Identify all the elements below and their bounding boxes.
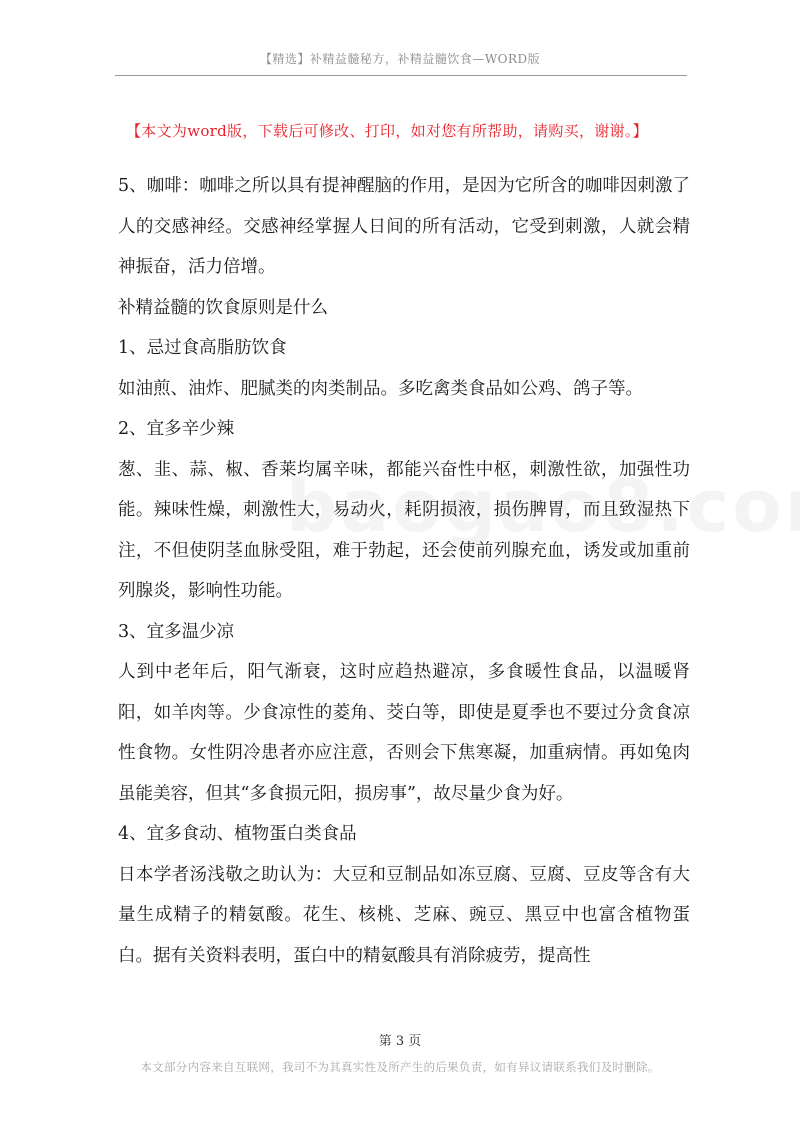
page-header: 【精选】补精益髓秘方，补精益髓饮食—WORD版 [259,52,541,66]
item-heading-4: 4、宜多食动、植物蛋白类食品 [118,824,357,844]
page-footer-disclaimer: 本文部分内容来自互联网，我司不为其真实性及所产生的后果负责，如有异议请联系我们及时删除。 [140,1060,660,1074]
paragraph-item-4: 日本学者汤浅敬之助认为：大豆和豆制品如冻豆腐、豆腐、豆皮等含有大量生成精子的精氨酸。花生、核桃、芝麻、豌豆、黑豆中也富含植物蛋白。据有关资料表明，蛋白中的精氨酸具有消除疲劳，提高性 [118,864,690,966]
item-heading-2: 2、宜多辛少辣 [118,419,235,439]
section-heading-diet-principles: 补精益髓的饮食原则是什么 [118,297,328,318]
page-number: 第 3 页 [378,1034,422,1049]
header-divider [115,75,687,76]
item-heading-1: 1、忌过食高脂肪饮食 [118,338,287,358]
paragraph-item-2: 葱、韭、蒜、椒、香莱均属辛味，都能兴奋性中枢，刺激性欲，加强性功能。辣味性燥，刺激性大，易动火，耗阴损液，损伤脾胃，而且致湿热下注，不但使阴茎血脉受阻，难于勃起，还会使前列腺充血，诱发或加重前列腺炎，影响性功能。 [118,459,690,601]
item-heading-3: 3、宜多温少凉 [118,621,235,642]
word-version-notice: 【本文为word版，下载后可修改、打印，如对您有所帮助，请购买，谢谢。】 [126,122,648,140]
paragraph-item-1: 如油煎、油炸、肥腻类的肉类制品。多吃禽类食品如公鸡、鸽子等。 [118,378,643,399]
document-body [118,166,690,976]
paragraph-coffee: 5、咖啡：咖啡之所以具有提神醒脑的作用，是因为它所含的咖啡因刺激了人的交感神经。交感神经掌握人日间的所有活动，它受到刺激，人就会精神振奋，活力倍增。 [118,176,690,277]
paragraph-item-3: 人到中老年后，阳气渐衰，这时应趋热避凉，多食暖性食品，以温暖肾阳，如羊肉等。少食凉性的菱角、茭白等，即使是夏季也不要过分贪食凉性食物。女性阴冷患者亦应注意，否则会下焦寒凝，加重病情。再如兔肉虽能美容，但其“多食损元阳，损房事”，故尽量少食为好。 [118,662,690,804]
